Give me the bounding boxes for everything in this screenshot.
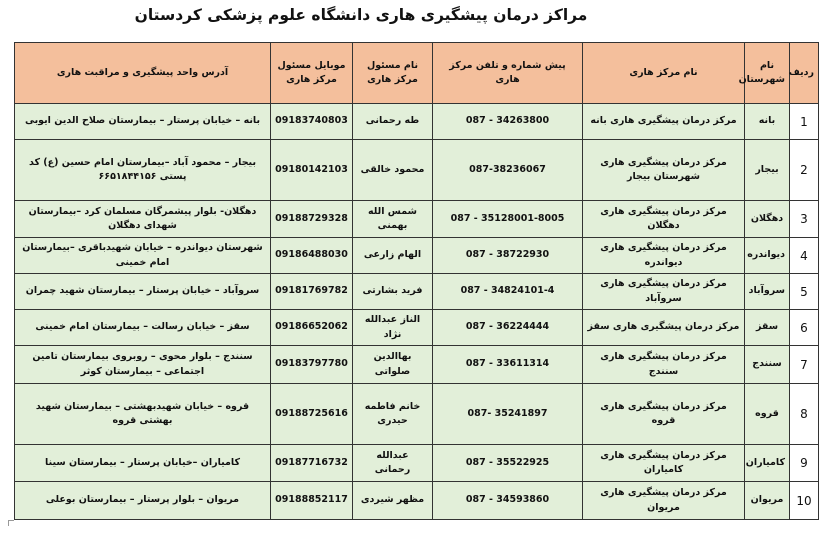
cell-city: سروآباد (745, 274, 790, 310)
cell-manager: الهام زارعی (353, 238, 433, 274)
table-row (15, 346, 819, 384)
cell-address: بانه – خیابان پرستار – بیمارستان صلاح الدین ایوبی (15, 104, 271, 140)
cell-phone: 087 - 38722930 (433, 238, 583, 274)
cell-index: 4 (790, 238, 819, 274)
table-row (15, 104, 819, 140)
cell-address: شهرستان دیواندره – خیابان شهیدباقری –بیمارستان امام خمینی (15, 238, 271, 274)
table-row (15, 482, 819, 520)
cell-phone: 087 - 33611314 (433, 346, 583, 384)
cell-mobile: 09183797780 (271, 346, 353, 384)
cell-manager: بهاالدین صلواتی (353, 346, 433, 384)
cell-city: مریوان (745, 482, 790, 520)
cell-mobile: 09180142103 (271, 140, 353, 201)
cell-center: مرکز درمان پیشگیری هاری بانه (583, 104, 745, 140)
cell-city: بانه (745, 104, 790, 140)
table-row (15, 274, 819, 310)
cell-phone: 087-38236067 (433, 140, 583, 201)
cell-index: 2 (790, 140, 819, 201)
cell-manager: مظهر شیردی (353, 482, 433, 520)
cell-manager: محمود خالقی (353, 140, 433, 201)
table-row (15, 201, 819, 238)
cell-phone: 087 - 35522925 (433, 445, 583, 482)
cell-address: سروآباد – خیابان پرستار – بیمارستان شهید چمران (15, 274, 271, 310)
cell-index: 3 (790, 201, 819, 238)
cell-city: بیجار (745, 140, 790, 201)
cell-mobile: 09187716732 (271, 445, 353, 482)
header-index: ردیف (790, 43, 819, 104)
table-row (15, 384, 819, 445)
cell-center: مرکز درمان پیشگیری هاری کامیاران (583, 445, 745, 482)
page-corner-mark (8, 520, 14, 526)
cell-city: دهگلان (745, 201, 790, 238)
cell-center: مرکز درمان پیشگیری هاری دهگلان (583, 201, 745, 238)
cell-center: مرکز درمان پیشگیری هاری سقز (583, 310, 745, 346)
cell-city: سنندج (745, 346, 790, 384)
cell-mobile: 09188729328 (271, 201, 353, 238)
cell-city: قروه (745, 384, 790, 445)
cell-mobile: 09181769782 (271, 274, 353, 310)
cell-phone: 087 - 35128001-8005 (433, 201, 583, 238)
table-row (15, 445, 819, 482)
table-row (15, 238, 819, 274)
cell-manager: طه رحمانی (353, 104, 433, 140)
cell-phone: 087 - 34824101-4 (433, 274, 583, 310)
cell-phone: 087 - 36224444 (433, 310, 583, 346)
cell-address: بیجار – محمود آباد –بیمارستان امام حسین (ع) کد پستی ۶۶۵۱۸۴۴۱۵۶ (15, 140, 271, 201)
table-header-row (15, 43, 819, 104)
cell-address: کامیاران –خیابان پرستار – بیمارستان سینا (15, 445, 271, 482)
document-title: مراکز درمان پیشگیری هاری دانشگاه علوم پزشکی کردستان (134, 6, 588, 24)
cell-mobile: 09188852117 (271, 482, 353, 520)
cell-manager: عبدالله رحمانی (353, 445, 433, 482)
cell-center: مرکز درمان پیشگیری هاری سنندج (583, 346, 745, 384)
cell-index: 5 (790, 274, 819, 310)
cell-center: مرکز درمان پیشگیری هاری دیواندره (583, 238, 745, 274)
header-city: نام شهرستان (745, 43, 790, 104)
cell-center: مرکز درمان پیشگیری هاری سروآباد (583, 274, 745, 310)
header-center: نام مرکز هاری (583, 43, 745, 104)
header-mobile: موبایل مسئول مرکز هاری (271, 43, 353, 104)
cell-address: مریوان – بلوار پرستار – بیمارستان بوعلی (15, 482, 271, 520)
cell-address: دهگلان- بلوار پیشمرگان مسلمان کرد –بیمارستان شهدای دهگلان (15, 201, 271, 238)
cell-index: 8 (790, 384, 819, 445)
cell-manager: الناز عبدالله نژاد (353, 310, 433, 346)
cell-center: مرکز درمان پیشگیری هاری شهرستان بیجار (583, 140, 745, 201)
cell-phone: 087 - 34263800 (433, 104, 583, 140)
table-row (15, 310, 819, 346)
header-manager: نام مسئول مرکز هاری (353, 43, 433, 104)
cell-address: سنندج – بلوار محوی – روبروی بیمارستان تامین اجتماعی – بیمارستان کوثر (15, 346, 271, 384)
cell-index: 10 (790, 482, 819, 520)
header-phone: پیش شماره و تلفن مرکز هاری (433, 43, 583, 104)
cell-index: 6 (790, 310, 819, 346)
cell-center: مرکز درمان پیشگیری هاری قروه (583, 384, 745, 445)
rabies-centers-table (14, 42, 819, 520)
cell-mobile: 09188725616 (271, 384, 353, 445)
cell-phone: 087- 35241897 (433, 384, 583, 445)
cell-manager: خانم فاطمه حیدری (353, 384, 433, 445)
cell-address: قروه – خیابان شهیدبهشتی – بیمارستان شهید بهشتی قروه (15, 384, 271, 445)
cell-mobile: 09186488030 (271, 238, 353, 274)
header-address: آدرس واحد پیشگیری و مراقبت هاری (15, 43, 271, 104)
table-row (15, 140, 819, 201)
cell-center: مرکز درمان پیشگیری هاری مریوان (583, 482, 745, 520)
cell-city: سقز (745, 310, 790, 346)
cell-index: 7 (790, 346, 819, 384)
cell-city: دیواندره (745, 238, 790, 274)
cell-manager: شمس الله بهمنی (353, 201, 433, 238)
cell-address: سقز – خیابان رسالت – بیمارستان امام خمینی (15, 310, 271, 346)
cell-index: 1 (790, 104, 819, 140)
cell-phone: 087 - 34593860 (433, 482, 583, 520)
cell-index: 9 (790, 445, 819, 482)
cell-city: کامیاران (745, 445, 790, 482)
cell-manager: فرید بشارتی (353, 274, 433, 310)
cell-mobile: 09183740803 (271, 104, 353, 140)
cell-mobile: 09186652062 (271, 310, 353, 346)
